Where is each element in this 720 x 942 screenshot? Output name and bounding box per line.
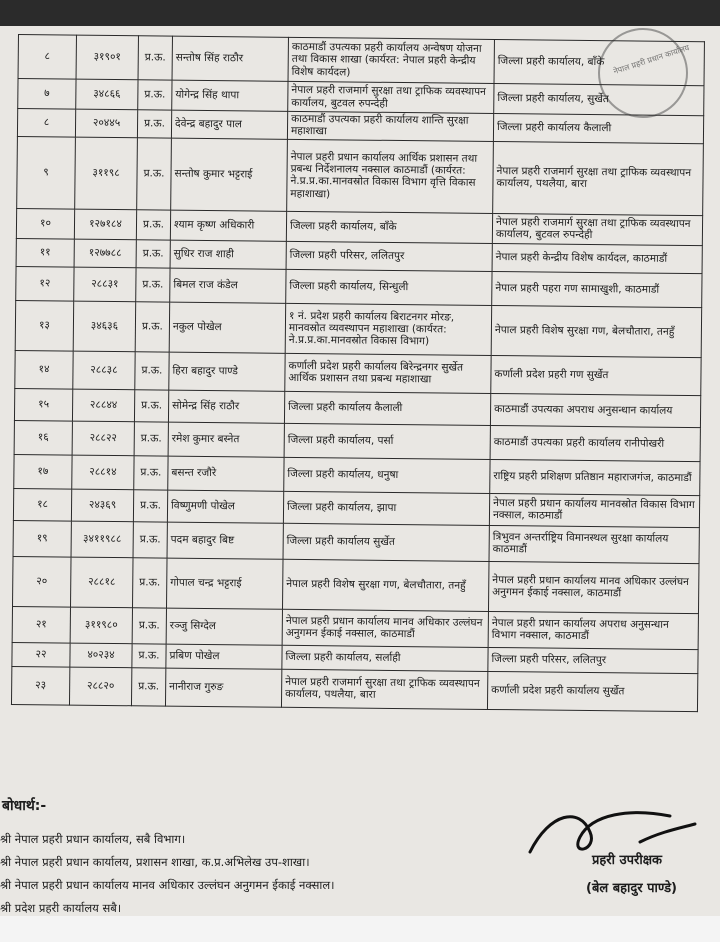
rank-cell: प्र.ऊ. [134,389,168,421]
rank-cell: प्र.ऊ. [136,210,170,240]
name-cell: सन्तोष सिंह राठौर [172,36,288,81]
signatory-role: प्रहरी उपरीक्षक [592,853,663,868]
rank-cell: प्र.ऊ. [137,138,172,210]
rank-cell: प्र.ऊ. [137,110,171,138]
serial-number-cell: २२ [12,642,70,667]
rank-cell: प्र.ऊ. [134,455,168,489]
new-office-cell: नेपाल प्रहरी केन्द्रीय विशेष कार्यदल, काठमाडौं [492,243,702,273]
current-office-cell: जिल्ला प्रहरी कार्यालय, झापा [283,491,489,525]
name-cell: विष्णुमणी पोखेल [167,490,283,523]
police-code-cell: २८८३८ [73,351,135,390]
current-office-cell: काठमाडौं उपत्यका प्रहरी कार्यालय शान्ति सुरक्षा महाशाखा [287,111,493,141]
name-cell: बिमल राज कंडेल [170,268,286,303]
police-code-cell: ३१९०१ [76,35,138,80]
serial-number-cell: १७ [14,454,72,489]
serial-number-cell: २१ [12,606,70,643]
new-office-cell: नेपाल प्रहरी पहरा गण सामाखुशी, काठमाडौं [492,271,702,307]
name-cell: सुधिर राज शाही [170,240,286,269]
name-cell: पदम बहादुर बिष्ट [167,522,283,559]
name-cell: प्रबिण पोखेल [166,644,282,669]
current-office-cell: जिल्ला प्रहरी परिसर, ललितपुर [286,241,492,271]
cc-line-2: श्री नेपाल प्रहरी प्रधान कार्यालय, प्रशासन शाखा, क.प्र.अभिलेख उप-शाखा। [0,855,310,869]
new-office-cell: त्रिभुवन अन्तर्राष्ट्रिय विमानस्थल सुरक्षा कार्यालय काठमाडौं [489,525,699,563]
new-office-cell: नेपाल प्रहरी राजमार्ग सुरक्षा तथा ट्राफिक व्यवस्थापन कार्यालय, बुटवल रुपन्देही [492,213,702,245]
cc-line-3: श्री नेपाल प्रहरी प्रधान कार्यालय मानव अधिकार उल्लंघन अनुगमन ईकाई नक्साल। [0,878,335,892]
serial-number-cell: १९ [13,520,71,557]
current-office-cell: नेपाल प्रहरी प्रधान कार्यालय आर्थिक प्रशासन तथा प्रबन्ध निर्देशनालय नक्साल काठमाडौं (कार्यरत: ने.प्र.प्र.का.मानवस्रोत विकास विभाग वृत्ति विकास महाशाखा) [287,139,494,213]
new-office-cell: राष्ट्रिय प्रहरी प्रशिक्षण प्रतिष्ठान महाराजगंज, काठमाडौं [490,459,700,495]
name-cell: नानीराज गुरुङ [165,668,281,707]
serial-number-cell: ९ [17,136,76,209]
name-cell: सन्तोष कुमार भट्टराई [171,138,288,211]
rank-cell: प्र.ऊ. [132,607,166,643]
serial-number-cell: २० [13,556,72,607]
new-office-cell: नेपाल प्रहरी विशेष सुरक्षा गण, बेलचौतारा, तनहुँ [491,305,702,357]
table-row [15,300,701,357]
police-code-cell: २४३६९ [71,489,133,522]
serial-number-cell: ८ [17,109,75,137]
name-cell: रञ्जु सिग्देल [166,608,282,645]
serial-number-cell: १३ [15,300,74,351]
seal-text: नेपाल प्रहरी प्रधान कार्यालय [612,43,691,77]
current-office-cell: जिल्ला प्रहरी कार्यालय सुर्खेत [283,523,489,561]
police-code-cell: २८८३१ [74,267,136,302]
current-office-cell: नेपाल प्रहरी राजमार्ग सुरक्षा तथा ट्राफिक व्यवस्थापन कार्यालय, पथलैया, बारा [281,669,487,709]
police-code-cell: ४०२३४ [70,643,132,668]
current-office-cell: नेपाल प्रहरी प्रधान कार्यालय मानव अधिकार उल्लंघन अनुगमन ईकाई नक्साल, काठमाडौं [282,609,488,647]
new-office-cell: जिल्ला प्रहरी कार्यालय, सुर्खेत [494,83,704,115]
rank-cell: प्र.ऊ. [133,489,167,521]
current-office-cell: १ नं. प्रदेश प्रहरी कार्यालय बिराटनगर मोरङ, मानवस्रोत व्यवस्थापन महाशाखा (कार्यरत: ने.प्र.प्र.का.मानवस्रोत विकास विभाग) [285,303,492,355]
current-office-cell: जिल्ला प्रहरी कार्यालय, पर्सा [284,423,490,459]
serial-number-cell: १८ [13,488,71,521]
rank-cell: प्र.ऊ. [138,80,172,110]
serial-number-cell: १२ [16,266,74,301]
cc-line-1: श्री नेपाल प्रहरी प्रधान कार्यालय, सबै विभाग। [0,832,186,846]
name-cell: रमेश कुमार बस्नेत [168,422,284,457]
police-code-cell: ३४६३६ [73,301,136,352]
new-office-cell: जिल्ला प्रहरी कार्यालय कैलाली [493,113,703,143]
name-cell: योगेन्द्र सिंह थापा [172,80,288,111]
serial-number-cell: १० [16,208,74,239]
police-code-cell: ३४११९८८ [71,521,133,558]
police-code-cell: २८८४४ [72,389,134,422]
new-office-cell: नेपाल प्रहरी राजमार्ग सुरक्षा तथा ट्राफिक व्यवस्थापन कार्यालय, पथलैया, बारा [493,141,704,215]
rank-cell: प्र.ऊ. [131,667,165,705]
new-office-cell: कर्णाली प्रदेश प्रहरी कार्यालय सुर्खेत [487,671,697,711]
rank-cell: प्र.ऊ. [132,643,166,667]
table-row [11,666,697,711]
new-office-cell: नेपाल प्रहरी प्रधान कार्यालय मानव अधिकार उल्लंघन अनुगमन ईकाई नक्साल, काठमाडौं [488,561,699,613]
current-office-cell: जिल्ला प्रहरी कार्यालय कैलाली [284,391,490,425]
transfer-table [11,34,705,712]
rank-cell: प्र.ऊ. [133,557,168,607]
table-row [18,35,704,86]
serial-number-cell: ८ [18,35,76,80]
name-cell: श्याम कृष्ण अधिकारी [170,210,286,241]
new-office-cell: जिल्ला प्रहरी कार्यालय, बाँके [494,39,704,85]
cc-line-4: श्री प्रदेश प्रहरी कार्यालय सबै। [0,901,122,915]
name-cell: सोमेन्द्र सिंह राठौर [168,390,284,423]
current-office-cell: कर्णाली प्रदेश प्रहरी कार्यालय बिरेन्द्रनगर सुर्खेत आर्थिक प्रशासन तथा प्रबन्ध महाशाखा [285,353,491,393]
police-code-cell: ३११९८० [70,607,132,644]
document-page [0,26,720,916]
police-code-cell: १२७७८८ [74,239,136,268]
rank-cell: प्र.ऊ. [133,521,167,557]
new-office-cell: नेपाल प्रहरी प्रधान कार्यालय मानवस्रोत विकास विभाग नक्साल, काठमाडौं [489,493,699,527]
current-office-cell: जिल्ला प्रहरी कार्यालय, सर्लाही [282,645,488,671]
current-office-cell: नेपाल प्रहरी राजमार्ग सुरक्षा तथा ट्राफिक व्यवस्थापन कार्यालय, बुटवल रुपन्देही [288,81,494,113]
police-code-cell: ३४८६६ [76,79,138,110]
new-office-cell: काठमाडौं उपत्यका प्रहरी कार्यालय रानीपोखरी [490,425,700,461]
new-office-cell: जिल्ला प्रहरी परिसर, ललितपुर [488,647,698,673]
table-row [17,136,704,215]
serial-number-cell: १६ [14,420,72,455]
new-office-cell: कर्णाली प्रदेश प्रहरी गण सुर्खेत [491,355,701,395]
rank-cell: प्र.ऊ. [136,267,170,301]
cc-heading: बोधार्थ:- [2,798,47,814]
name-cell: नकुल पोखेल [169,302,286,353]
name-cell: बसन्त रजौरे [168,456,284,491]
serial-number-cell: ११ [16,238,74,267]
serial-number-cell: १५ [14,388,72,421]
serial-number-cell: ७ [18,79,76,110]
bottom-margin [0,916,720,942]
name-cell: हिरा बहादुर पाण्डे [169,352,285,391]
rank-cell: प्र.ऊ. [135,351,169,389]
police-code-cell: २८८२० [69,667,131,706]
current-office-cell: काठमाडौं उपत्यका प्रहरी कार्यालय अन्वेषण योजना तथा विकास शाखा (कार्यरत: नेपाल प्रहरी केन्द्रीय विशेष कार्यदल) [288,37,494,83]
police-code-cell: १२७१८४ [74,209,136,240]
new-office-cell: काठमाडौं उपत्यका अपराध अनुसन्धान कार्यालय [490,393,700,427]
new-office-cell: नेपाल प्रहरी प्रधान कार्यालय अपराध अनुसन्धान विभाग नक्साल, काठमाडौं [488,611,698,649]
table-row [13,556,699,613]
police-code-cell: ३११९८ [75,137,138,210]
current-office-cell: जिल्ला प्रहरी कार्यालय, बाँके [286,211,492,243]
rank-cell: प्र.ऊ. [136,240,170,268]
police-code-cell: २०४४५ [75,109,137,137]
police-code-cell: २८८१८ [71,557,134,608]
police-code-cell: २८८१४ [72,455,134,490]
name-cell: देवेन्द्र बहादुर पाल [171,110,287,139]
rank-cell: प्र.ऊ. [134,421,168,455]
name-cell: गोपाल चन्द्र भट्टराई [166,558,283,609]
signatory-name: (बेल बहादुर पाण्डे) [586,881,677,896]
current-office-cell: जिल्ला प्रहरी कार्यालय, धनुषा [284,457,490,493]
current-office-cell: जिल्ला प्रहरी कार्यालय, सिन्धुली [286,269,492,305]
current-office-cell: नेपाल प्रहरी विशेष सुरक्षा गण, बेलचौतारा, तनहुँ [282,559,489,611]
rank-cell: प्र.ऊ. [138,36,172,80]
serial-number-cell: २३ [11,666,69,705]
serial-number-cell: १४ [15,350,73,389]
police-code-cell: २८८२२ [72,421,134,456]
rank-cell: प्र.ऊ. [135,301,170,351]
